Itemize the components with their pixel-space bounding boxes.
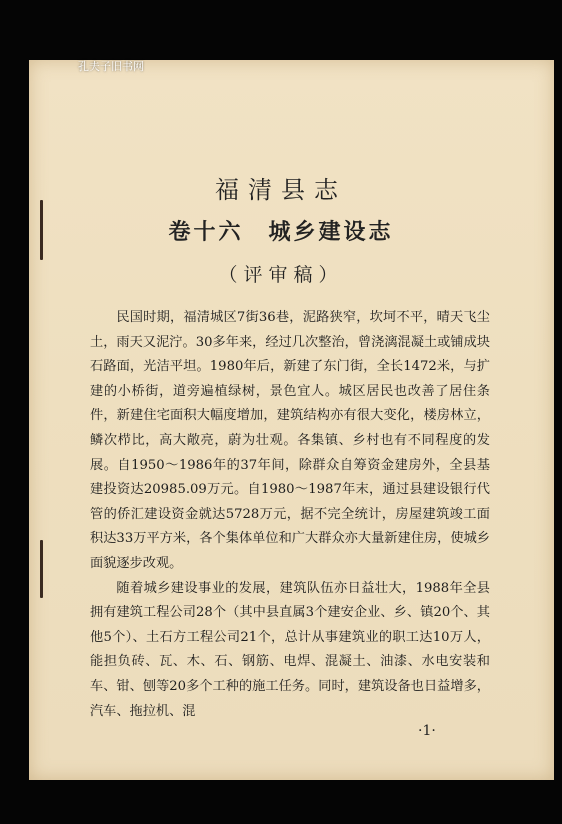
page-number: ·1·	[418, 723, 436, 739]
watermark: 孔夫子旧书网	[78, 60, 144, 73]
paragraph: 民国时期，福清城区7街36巷，泥路狭窄，坎坷不平，晴天飞尘土，雨天又泥泞。30多年来，经过几次整治，曾浇漓混凝土或铺成块石路面，光洁平坦。1980年后，新建了东门街，全长1472米，与扩建的小桥街，道旁遍植绿树，景色宜人。城区居民也改善了居住条件，新建住宅面积大幅度增加，建筑结构亦有很大变化，楼房林立，鳞次栉比，高大敞亮，蔚为壮观。各集镇、乡村也有不同程度的发展。自1950～1986年的37年间，除群众自筹资金建房外，全县基建投资达20985.09万元。自1980～1987年末，通过县建设银行代管的侨汇建设资金就达5728万元，据不完全统计，房屋建筑竣工面积达33万平方米，各个集体单位和广大群众亦大量新建住房，使城乡面貌逐步改观。	[90, 310, 490, 571]
paragraph: 随着城乡建设事业的发展，建筑队伍亦日益壮大，1988年全县拥有建筑工程公司28个（其中县直属3个建安企业、乡、镇20个、其他5个）、土石方工程公司21个，总计从事建筑业的职工达10万人，能担负砖、瓦、木、石、钢筋、电焊、混凝土、油漆、水电安装和车、钳、刨等20多个工种的施工任务。同时，建筑设备也日益增多，汽车、拖拉机、混	[90, 580, 490, 719]
body-text	[90, 306, 490, 724]
draft-label: （评审稿）	[218, 264, 344, 286]
binding-staple-bottom	[40, 540, 43, 598]
volume-title: 卷十六 城乡建设志	[168, 220, 394, 245]
county-title: 福清县志	[215, 176, 347, 204]
